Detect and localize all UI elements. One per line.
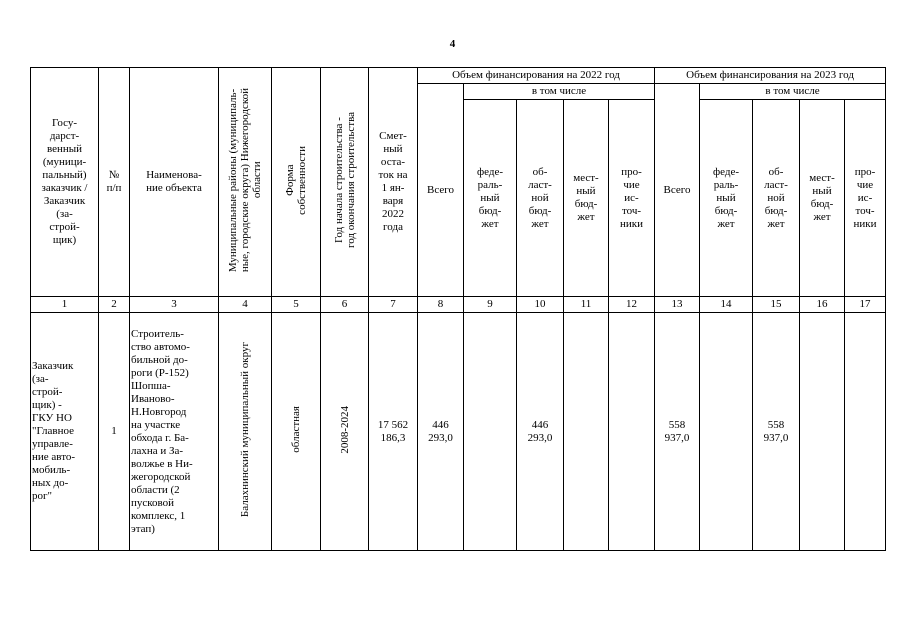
column-number: 4 <box>219 297 272 313</box>
header-total-2022: Всего <box>418 84 464 297</box>
row-ownership-text: областная <box>290 406 302 453</box>
row-local-2023 <box>800 313 845 551</box>
header-federal-2023: феде- раль- ный бюд- жет <box>700 100 753 297</box>
header-districts <box>219 68 272 297</box>
column-number: 12 <box>609 297 655 313</box>
row-district <box>219 313 272 551</box>
header-years <box>321 68 369 297</box>
header-regional-2023: об- ласт- ной бюд- жет <box>753 100 800 297</box>
column-number: 15 <box>753 297 800 313</box>
column-number: 13 <box>655 297 700 313</box>
row-years-text: 2008-2024 <box>338 405 351 454</box>
row-regional-2022: 446 293,0 <box>517 313 564 551</box>
header-including-2023: в том числе <box>700 84 886 100</box>
column-number: 17 <box>845 297 886 313</box>
header-num: № п/п <box>99 68 130 297</box>
row-total-2022: 446 293,0 <box>418 313 464 551</box>
header-total-2023: Всего <box>655 84 700 297</box>
row-other-2023 <box>845 313 886 551</box>
row-federal-2022 <box>464 313 517 551</box>
column-number: 14 <box>700 297 753 313</box>
header-regional-2022: об- ласт- ной бюд- жет <box>517 100 564 297</box>
header-local-2022: мест- ный бюд- жет <box>564 100 609 297</box>
column-number: 7 <box>369 297 418 313</box>
column-number: 6 <box>321 297 369 313</box>
header-including-2022: в том числе <box>464 84 655 100</box>
header-ownership-text: Форма собственности <box>284 145 308 215</box>
column-number: 8 <box>418 297 464 313</box>
header-other-2023: про- чие ис- точ- ники <box>845 100 886 297</box>
row-balance: 17 562 186,3 <box>369 313 418 551</box>
column-number: 5 <box>272 297 321 313</box>
header-years-text: Год начала строительства - год окончания строительства <box>332 112 357 248</box>
row-regional-2023: 558 937,0 <box>753 313 800 551</box>
page-number: 4 <box>449 38 456 50</box>
header-local-2023: мест- ный бюд- жет <box>800 100 845 297</box>
row-district-text: Балахнинский муниципальный округ <box>239 341 251 518</box>
header-fin-2022: Объем финансирования на 2022 год <box>418 68 655 84</box>
column-number: 2 <box>99 297 130 313</box>
column-number: 1 <box>31 297 99 313</box>
header-districts-text: Муниципальные районы (муниципаль- ные, городские округа) Нижегородской области <box>227 87 263 273</box>
row-object-name: Строитель- ство автомо- бильной до- роги (Р-152) Шопша- Иваново- Н.Новгород на участке обхода г. Ба- лахна и За- волжье в Ни- жегородской области (2 пусковой комплекс, 1 этап) <box>130 313 219 551</box>
header-other-2022: про- чие ис- точ- ники <box>609 100 655 297</box>
header-fin-2023: Объем финансирования на 2023 год <box>655 68 886 84</box>
column-number: 10 <box>517 297 564 313</box>
row-other-2022 <box>609 313 655 551</box>
row-years <box>321 313 369 551</box>
column-number: 16 <box>800 297 845 313</box>
row-customer: Заказчик (за- строй- щик) - ГКУ НО "Главное управле- ние авто- мобиль- ных до- рог" <box>31 313 99 551</box>
row-local-2022 <box>564 313 609 551</box>
column-number: 11 <box>564 297 609 313</box>
header-object-name: Наименова- ние объекта <box>130 68 219 297</box>
column-number: 9 <box>464 297 517 313</box>
row-total-2023: 558 937,0 <box>655 313 700 551</box>
row-num: 1 <box>99 313 130 551</box>
row-ownership <box>272 313 321 551</box>
table-row <box>31 313 886 551</box>
header-ownership <box>272 68 321 297</box>
row-federal-2023 <box>700 313 753 551</box>
column-numbers-row <box>31 297 886 313</box>
column-number: 3 <box>130 297 219 313</box>
financing-table <box>30 67 886 551</box>
header-federal-2022: феде- раль- ный бюд- жет <box>464 100 517 297</box>
header-balance: Смет- ный оста- ток на 1 ян- варя 2022 года <box>369 68 418 297</box>
header-customer: Госу- дарст- венный (муници- пальный) заказчик / Заказчик (за- строй- щик) <box>31 68 99 297</box>
